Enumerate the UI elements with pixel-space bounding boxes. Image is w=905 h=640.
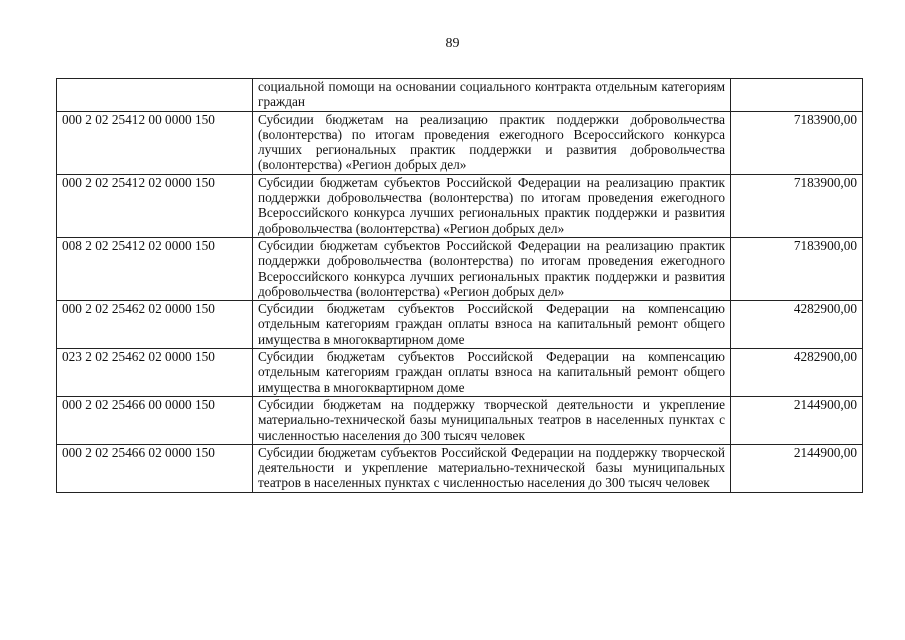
revenue-code-cell: 000 2 02 25466 00 0000 150 [57, 396, 253, 444]
table-row [57, 174, 863, 237]
budget-revenue-table [56, 78, 863, 493]
revenue-description-cell: Субсидии бюджетам субъектов Российской Федерации на реализацию практик поддержки добровольчества (волонтерства) по итогам проведения ежегодного Всероссийского конкурса лучших региональных практик поддержки и развития добровольчества (волонтерства) «Регион добрых дел» [253, 174, 731, 237]
revenue-description-cell: Субсидии бюджетам субъектов Российской Федерации на реализацию практик поддержки добровольчества (волонтерства) по итогам проведения ежегодного Всероссийского конкурса лучших региональных практик поддержки и развития добровольчества (волонтерства) «Регион добрых дел» [253, 237, 731, 300]
revenue-amount-cell: 2144900,00 [731, 396, 863, 444]
revenue-description-cell: социальной помощи на основании социального контракта отдельным категориям граждан [253, 79, 731, 112]
revenue-description-cell: Субсидии бюджетам на реализацию практик поддержки добровольчества (волонтерства) по итогам проведения ежегодного Всероссийского конкурса лучших региональных практик поддержки и развития добровольчества (волонтерства) «Регион добрых дел» [253, 111, 731, 174]
table-row [57, 111, 863, 174]
table-row [57, 444, 863, 492]
revenue-amount-cell: 7183900,00 [731, 111, 863, 174]
revenue-amount-cell: 7183900,00 [731, 237, 863, 300]
table-row [57, 79, 863, 112]
revenue-amount-cell [731, 79, 863, 112]
revenue-description-cell: Субсидии бюджетам на поддержку творческой деятельности и укрепление материально-технической базы муниципальных театров в населенных пунктах с численностью населения до 300 тысяч человек [253, 396, 731, 444]
revenue-description-cell: Субсидии бюджетам субъектов Российской Федерации на компенсацию отдельным категориям граждан оплаты взноса на капитальный ремонт общего имущества в многоквартирном доме [253, 301, 731, 349]
table-row [57, 237, 863, 300]
revenue-code-cell: 008 2 02 25412 02 0000 150 [57, 237, 253, 300]
table-row [57, 301, 863, 349]
revenue-amount-cell: 4282900,00 [731, 349, 863, 397]
revenue-description-cell: Субсидии бюджетам субъектов Российской Федерации на компенсацию отдельным категориям граждан оплаты взноса на капитальный ремонт общего имущества в многоквартирном доме [253, 349, 731, 397]
revenue-description-cell: Субсидии бюджетам субъектов Российской Федерации на поддержку творческой деятельности и укрепление материально-технической базы муниципальных театров в населенных пунктах с численностью населения до 300 тысяч человек [253, 444, 731, 492]
revenue-code-cell: 000 2 02 25412 02 0000 150 [57, 174, 253, 237]
revenue-amount-cell: 7183900,00 [731, 174, 863, 237]
revenue-code-cell: 000 2 02 25466 02 0000 150 [57, 444, 253, 492]
revenue-amount-cell: 4282900,00 [731, 301, 863, 349]
table-row [57, 396, 863, 444]
revenue-code-cell: 023 2 02 25462 02 0000 150 [57, 349, 253, 397]
page-number: 89 [445, 36, 460, 51]
revenue-code-cell: 000 2 02 25462 02 0000 150 [57, 301, 253, 349]
revenue-code-cell [57, 79, 253, 112]
table-row [57, 349, 863, 397]
revenue-code-cell: 000 2 02 25412 00 0000 150 [57, 111, 253, 174]
revenue-amount-cell: 2144900,00 [731, 444, 863, 492]
